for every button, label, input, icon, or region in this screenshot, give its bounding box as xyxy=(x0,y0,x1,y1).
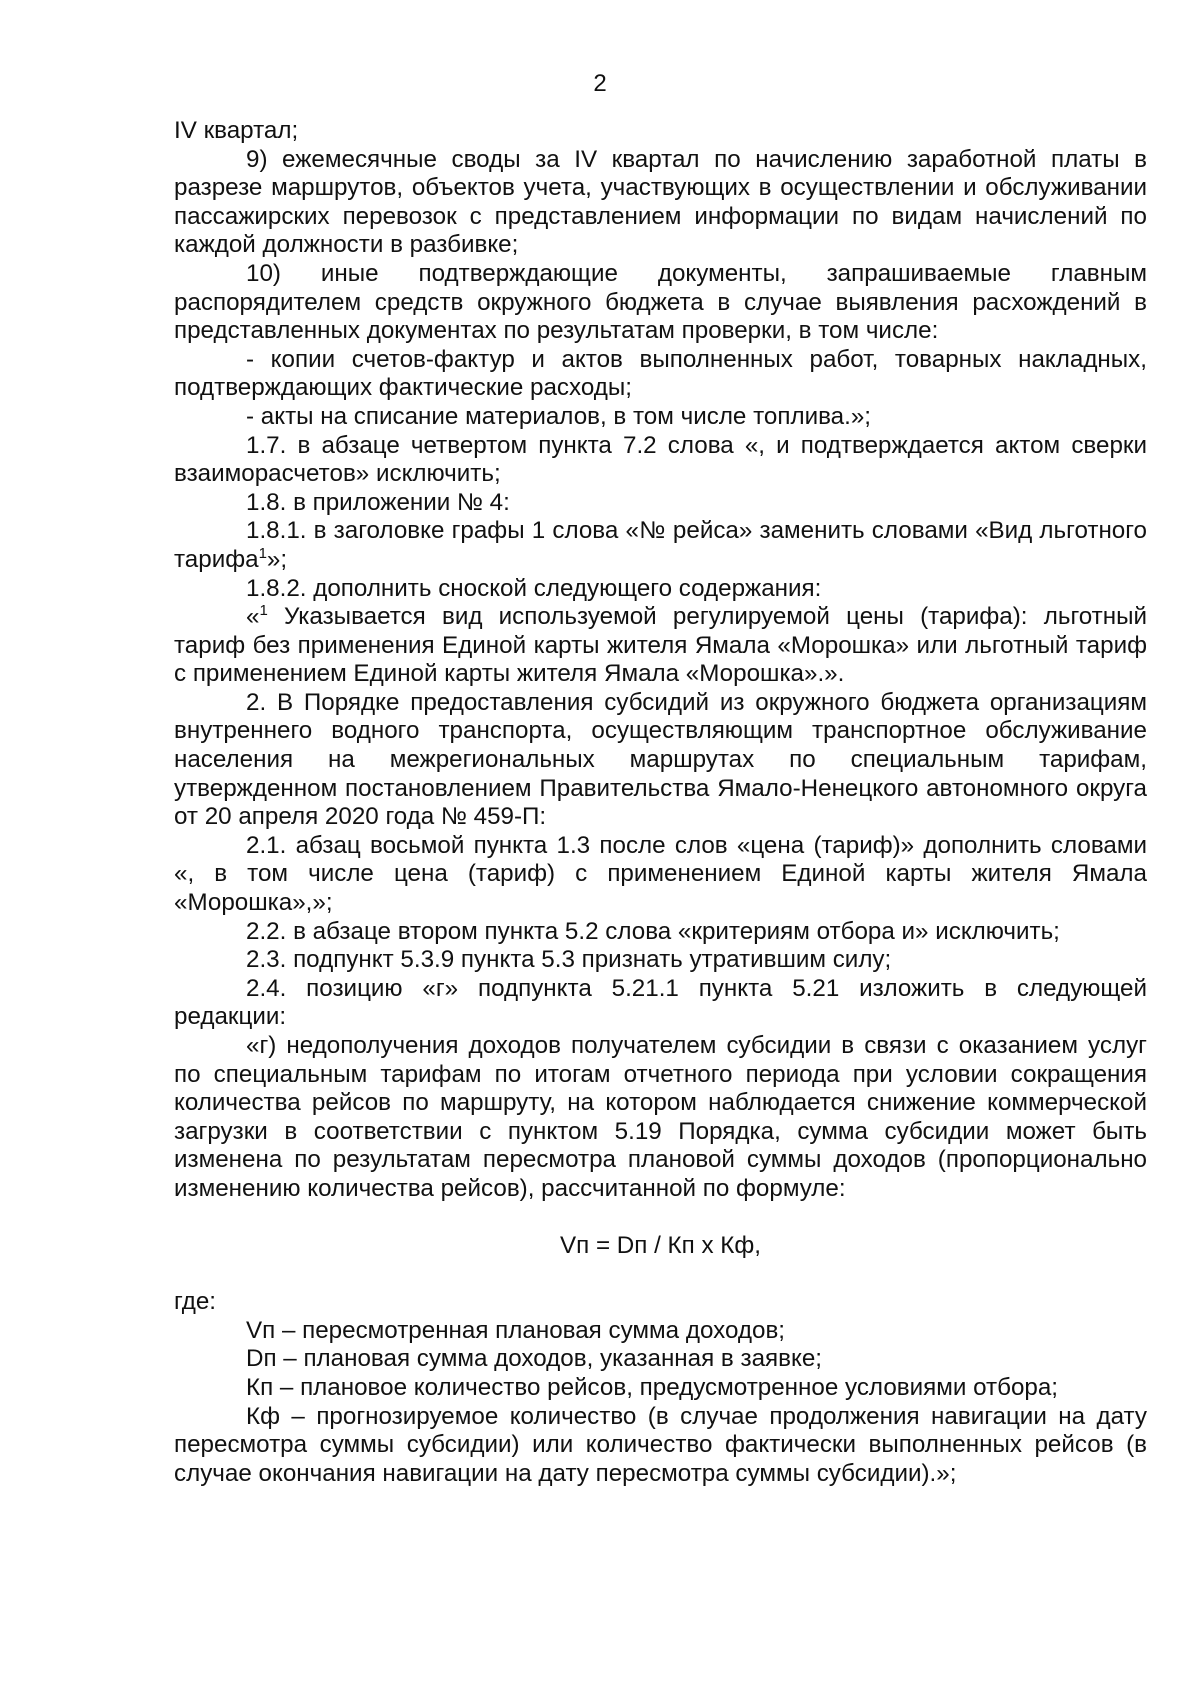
footnote-marker: 1 xyxy=(259,602,268,620)
paragraph-dash-writeoff: - акты на списание материалов, в том числе топлива.»; xyxy=(246,402,872,430)
footnote-marker: 1 xyxy=(258,544,267,562)
paragraph-1-7: 1.7. в абзаце четвертом пункта 7.2 слова «, и подтверждается актом сверки взаиморасчетов» исключить; xyxy=(174,431,1147,488)
definition-vp: Vп – пересмотренная плановая сумма доходов; xyxy=(246,1316,786,1344)
document-body xyxy=(174,117,1147,1488)
paragraph-item-10: 10) иные подтверждающие документы, запрашиваемые главным распорядителем средств окружного бюджета в случае выявления расхождений в представленных документах по результатам проверки, в том числе: xyxy=(174,259,1147,345)
where-label: где: xyxy=(174,1288,217,1316)
definition-kf: Кф – прогнозируемое количество (в случае продолжения навигации на дату пересмотра суммы субсидии) или количество фактически выполненных рейсов (в случае окончания навигации на дату пересмотра суммы субсидии).»; xyxy=(174,1402,1147,1487)
paragraph-1-8: 1.8. в приложении № 4: xyxy=(246,488,510,516)
definition-dp: Dп – плановая сумма доходов, указанная в заявке; xyxy=(246,1345,823,1373)
paragraph-text-after: Указывается вид используемой регулируемой цены (тарифа): льготный тариф без применения Единой карты жителя Ямала «Морошка» или льготный тариф с применением Единой карты жителя Ямала «Морошка».». xyxy=(174,603,1147,688)
paragraph-text: 1.8.1. в заголовке графы 1 слова «№ рейса» заменить словами «Вид льготного тарифа xyxy=(174,517,1147,573)
paragraph-continuation: IV квартал; xyxy=(174,117,299,144)
paragraph-footnote-text xyxy=(174,603,1147,689)
paragraph-text: « xyxy=(246,603,260,631)
paragraph-2-2: 2.2. в абзаце втором пункта 5.2 слова «критериям отбора и» исключить; xyxy=(246,917,1060,945)
paragraph-2: 2. В Порядке предоставления субсидий из окружного бюджета организациям внутреннего водного транспорта, осуществляющим транспортное обслуживание населения на межрегиональных маршрутах по специальным тарифам, утвержденном постановлением Правительства Ямало-Ненецкого автономного округа от 20 апреля 2020 года № 459-П: xyxy=(174,688,1147,831)
paragraph-position-g: «г) недополучения доходов получателем субсидии в связи с оказанием услуг по специальным тарифам по итогам отчетного периода при условии сокращения количества рейсов по маршруту, на котором наблюдается снижение коммерческой загрузки в соответствии с пунктом 5.19 Порядка, сумма субсидии может быть изменена по результатам пересмотра плановой суммы доходов (пропорционально изменению количества рейсов), рассчитанной по формуле: xyxy=(174,1032,1147,1202)
paragraph-2-4: 2.4. позицию «г» подпункта 5.21.1 пункта 5.21 изложить в следующей редакции: xyxy=(174,974,1147,1031)
paragraph-2-1: 2.1. абзац восьмой пункта 1.3 после слов «цена (тариф)» дополнить словами «, в том числе цена (тариф) с применением Единой карты жителя Ямала «Морошка»,»; xyxy=(174,831,1147,917)
formula: Vп = Dп / Кп х Кф, xyxy=(560,1231,761,1259)
page-number: 2 xyxy=(593,70,607,97)
paragraph-text-after: »; xyxy=(266,545,288,573)
paragraph-dash-invoices: - копии счетов-фактур и актов выполненных работ, товарных накладных, подтверждающих фактические расходы; xyxy=(174,345,1147,402)
paragraph-1-8-2: 1.8.2. дополнить сноской следующего содержания: xyxy=(246,574,822,602)
paragraph-2-3: 2.3. подпункт 5.3.9 пункта 5.3 признать утратившим силу; xyxy=(246,946,892,974)
paragraph-item-9: 9) ежемесячные своды за IV квартал по начислению заработной платы в разрезе маршрутов, объектов учета, участвующих в осуществлении и обслуживании пассажирских перевозок с представлением информации по видам начислений по каждой должности в разбивке; xyxy=(174,145,1147,259)
paragraph-1-8-1 xyxy=(174,517,1147,574)
definition-kp: Кп – плановое количество рейсов, предусмотренное условиями отбора; xyxy=(246,1373,1059,1401)
